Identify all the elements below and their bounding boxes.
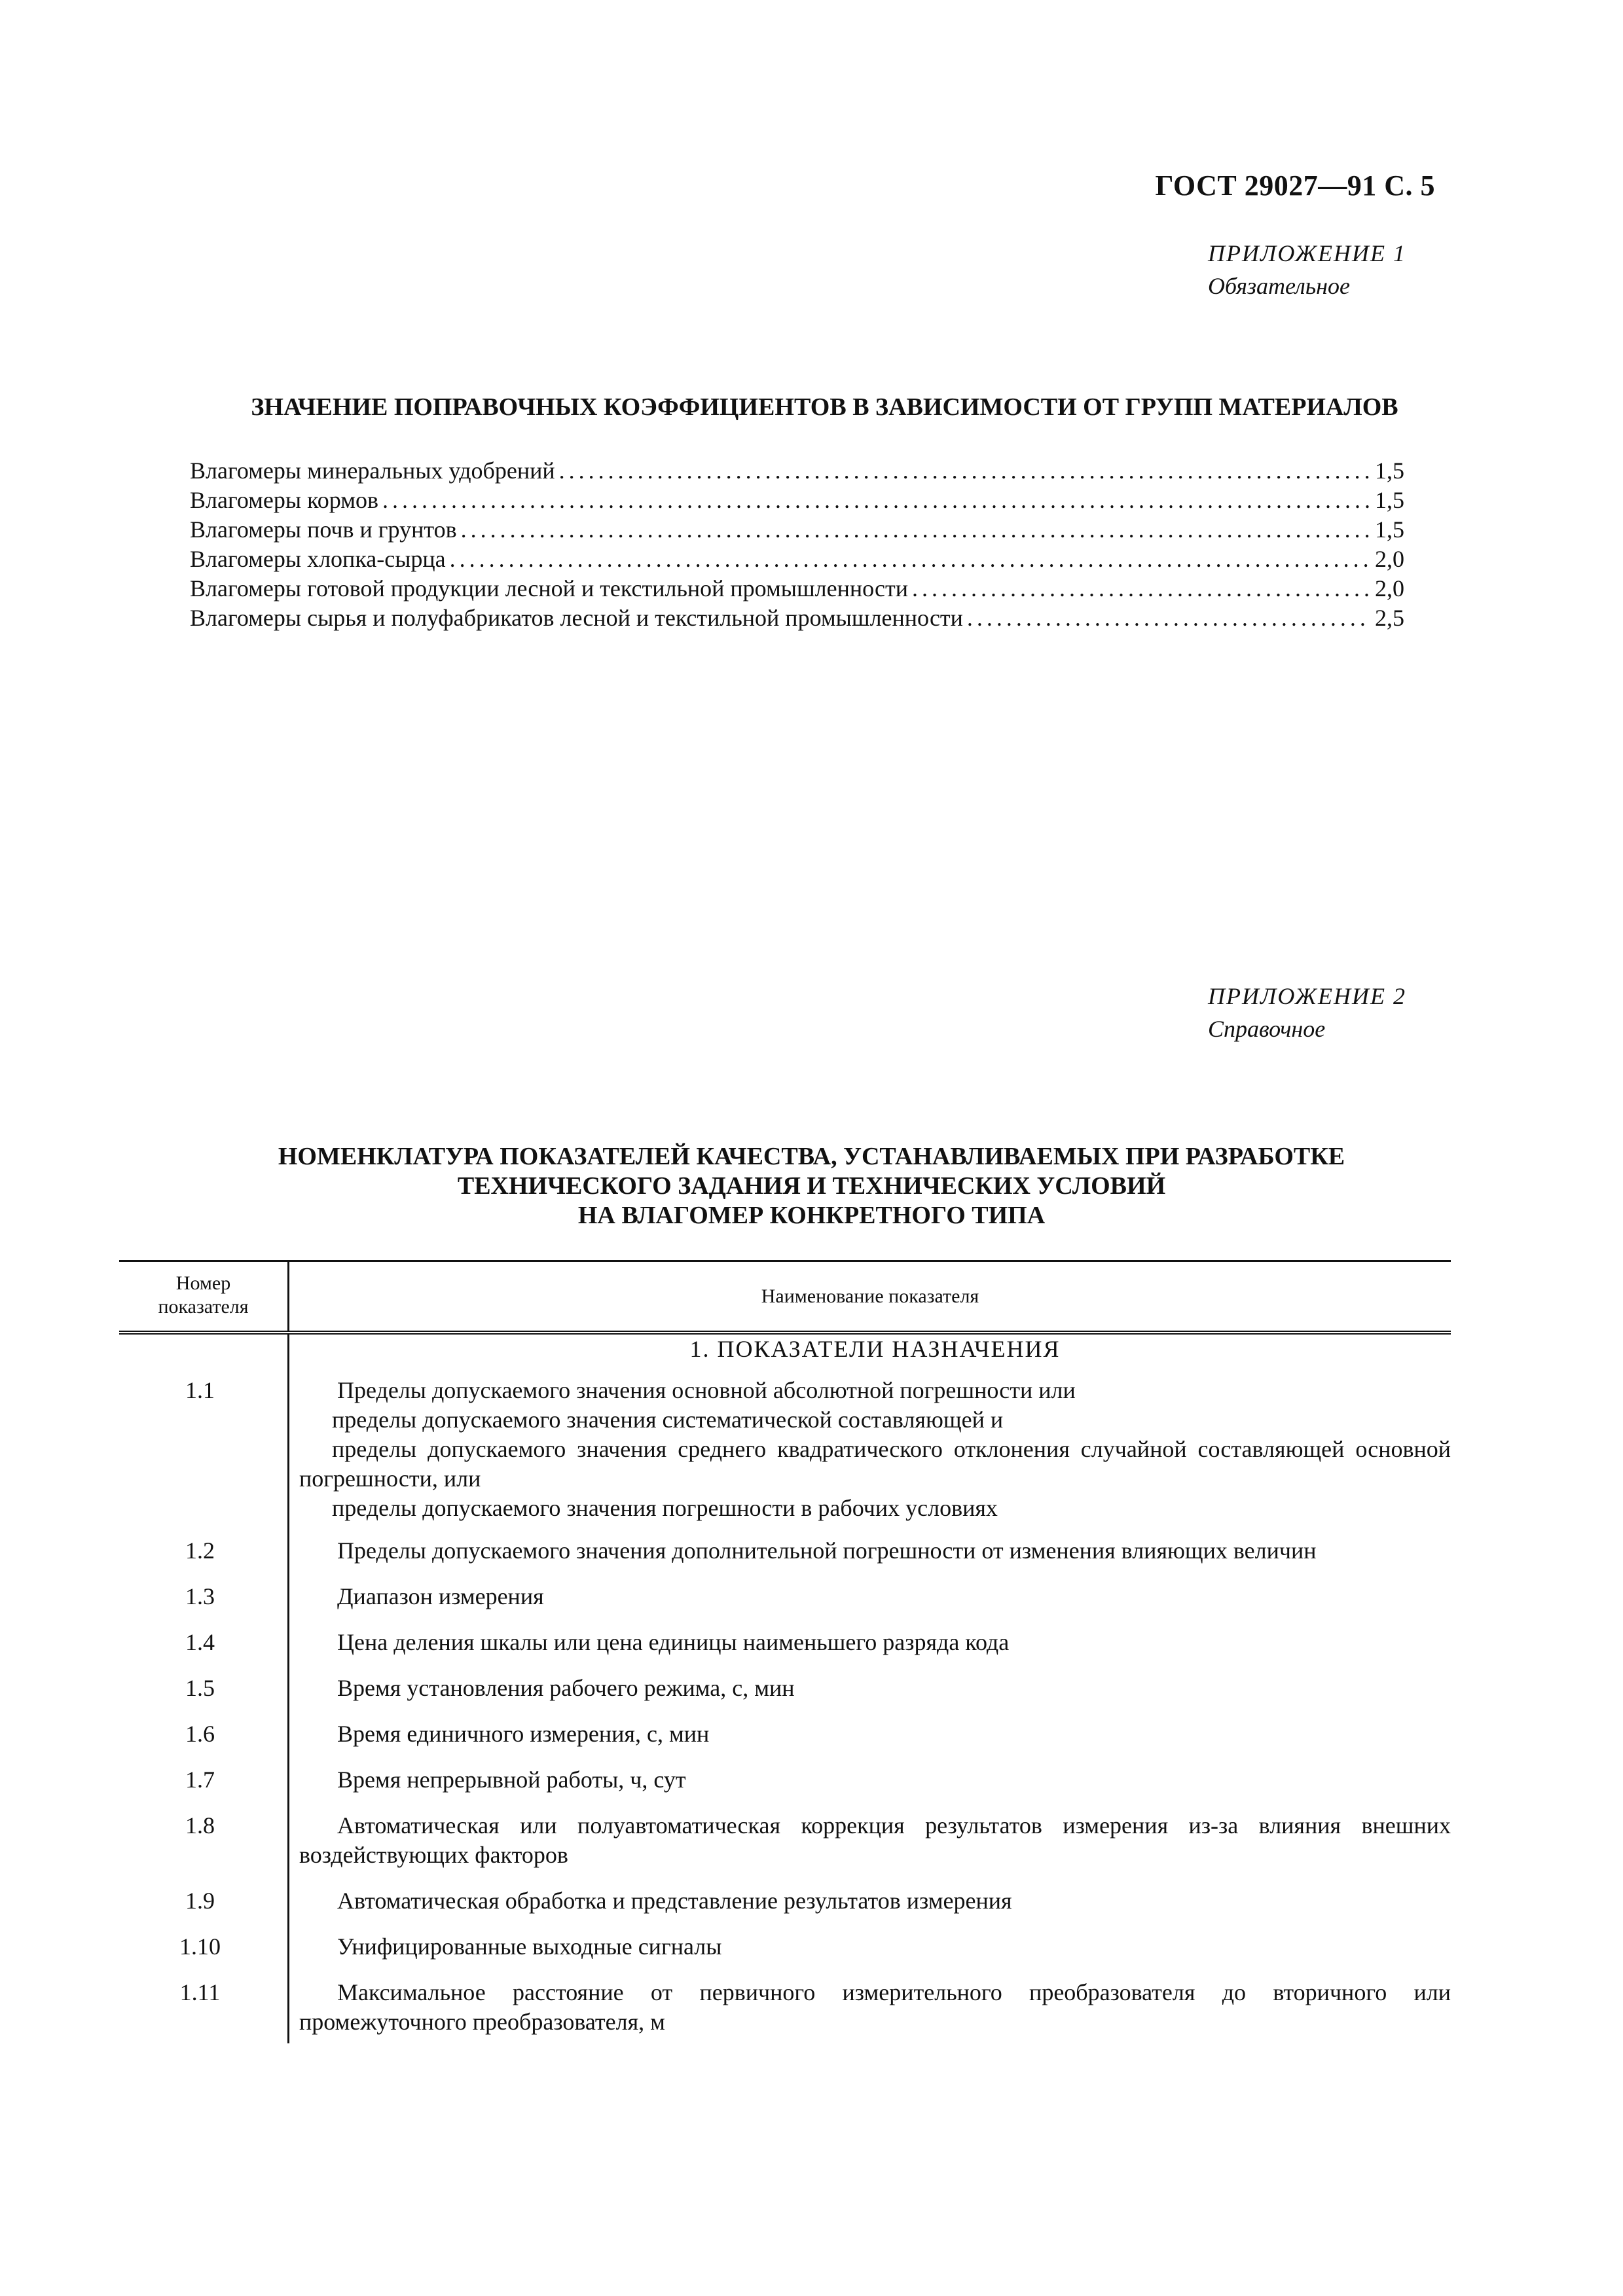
row-number: 1.6 <box>119 1719 289 1765</box>
table-row <box>119 1978 1451 2043</box>
annex-1-label <box>1208 237 1406 302</box>
row-number: 1.9 <box>119 1886 289 1932</box>
indicators-table <box>119 1260 1451 2043</box>
row-text-line: Диапазон измерения <box>337 1583 544 1609</box>
coefficient-value: 2,0 <box>1375 546 1404 572</box>
section-1-heading: ЗНАЧЕНИЕ ПОПРАВОЧНЫХ КОЭФФИЦИЕНТОВ В ЗАВИСИМОСТИ ОТ ГРУПП МАТЕРИАЛОВ <box>251 393 1398 421</box>
row-number: 1.1 <box>119 1376 289 1536</box>
table-row <box>119 1932 1451 1978</box>
row-text-line: Время непрерывной работы, ч, сут <box>337 1767 686 1793</box>
row-number: 1.7 <box>119 1765 289 1811</box>
section-2-heading <box>0 1142 1623 1230</box>
row-text <box>289 1765 1451 1811</box>
dot-leader <box>559 457 1371 484</box>
column-header-number <box>119 1262 289 1331</box>
coefficient-row <box>190 575 1404 604</box>
row-text-line: Пределы допускаемого значения дополнительной погрешности от изменения влияющих величин <box>337 1537 1317 1564</box>
row-text-line: пределы допускаемого значения систематической составляющей и <box>332 1407 1004 1433</box>
dot-leader <box>450 545 1371 573</box>
row-text-line: Пределы допускаемого значения основной абсолютной погрешности или <box>337 1377 1076 1403</box>
table-row <box>119 1536 1451 1582</box>
table-row <box>119 1628 1451 1674</box>
row-text-line: Автоматическая или полуавтоматическая коррекция результатов измерения из-за влияния внешних воздействующих факторов <box>299 1812 1451 1868</box>
row-text <box>289 1582 1451 1628</box>
table-row <box>119 1582 1451 1628</box>
coefficient-name: Влагомеры сырья и полуфабрикатов лесной и текстильной промышленности <box>190 605 963 631</box>
coefficient-value: 1,5 <box>1375 516 1404 543</box>
table-row <box>119 1376 1451 1536</box>
coefficient-value: 2,0 <box>1375 575 1404 601</box>
column-header-line: показателя <box>158 1296 249 1318</box>
row-number: 1.4 <box>119 1628 289 1674</box>
row-number: 1.2 <box>119 1536 289 1582</box>
coefficient-name: Влагомеры минеральных удобрений <box>190 457 555 484</box>
row-text <box>289 1628 1451 1674</box>
coefficient-value: 2,5 <box>1375 605 1404 631</box>
table-row <box>119 1674 1451 1719</box>
row-text-line: Унифицированные выходные сигналы <box>337 1933 722 1960</box>
row-number: 1.5 <box>119 1674 289 1719</box>
coefficient-value: 1,5 <box>1375 457 1404 484</box>
row-number: 1.8 <box>119 1811 289 1886</box>
row-text-line: пределы допускаемого значения среднего квадратического отклонения случайной составляющей основной погрешности, или <box>299 1436 1451 1492</box>
dot-leader <box>461 516 1371 543</box>
coefficient-row <box>190 604 1404 634</box>
row-text-line: Время единичного измерения, с, мин <box>337 1721 710 1747</box>
group-title: 1. ПОКАЗАТЕЛИ НАЗНАЧЕНИЯ <box>689 1336 1061 1362</box>
table-row <box>119 1719 1451 1765</box>
column-header-name: Наименование показателя <box>761 1285 979 1307</box>
heading-line: НОМЕНКЛАТУРА ПОКАЗАТЕЛЕЙ КАЧЕСТВА, УСТАНАВЛИВАЕМЫХ ПРИ РАЗРАБОТКЕ <box>278 1143 1345 1170</box>
table-row <box>119 1811 1451 1886</box>
heading-line: ТЕХНИЧЕСКОГО ЗАДАНИЯ И ТЕХНИЧЕСКИХ УСЛОВИЙ <box>457 1172 1166 1200</box>
table-row <box>119 1765 1451 1811</box>
row-text-line: Максимальное расстояние от первичного измерительного преобразователя до вторичного или промежуточного преобразователя, м <box>299 1979 1451 2035</box>
table-body <box>119 1335 1451 2043</box>
coefficient-name: Влагомеры хлопка-сырца <box>190 546 446 572</box>
coefficient-name: Влагомеры почв и грунтов <box>190 516 457 543</box>
row-text <box>289 1674 1451 1719</box>
coefficient-list <box>190 457 1404 634</box>
row-text <box>289 1811 1451 1886</box>
heading-line: НА ВЛАГОМЕР КОНКРЕТНОГО ТИПА <box>577 1202 1046 1229</box>
table-row <box>119 1886 1451 1932</box>
row-number: 1.3 <box>119 1582 289 1628</box>
row-text-line: Автоматическая обработка и представление результатов измерения <box>337 1888 1012 1914</box>
row-text <box>289 1719 1451 1765</box>
dot-leader <box>382 486 1371 514</box>
coefficient-row <box>190 457 1404 486</box>
coefficient-row <box>190 545 1404 575</box>
dot-leader <box>912 575 1371 602</box>
annex-1-title: ПРИЛОЖЕНИЕ 1 <box>1208 240 1406 266</box>
coefficient-name: Влагомеры готовой продукции лесной и текстильной промышленности <box>190 575 909 601</box>
row-text <box>289 1886 1451 1932</box>
dot-leader <box>967 604 1371 632</box>
row-number: 1.11 <box>119 1978 289 2043</box>
row-number: 1.10 <box>119 1932 289 1978</box>
coefficient-row <box>190 516 1404 545</box>
group-title-row <box>119 1335 1451 1376</box>
coefficient-row <box>190 486 1404 516</box>
row-text <box>289 1536 1451 1582</box>
annex-2-label <box>1208 980 1406 1045</box>
row-text <box>289 1978 1451 2043</box>
row-text-line: пределы допускаемого значения погрешности в рабочих условиях <box>332 1495 998 1521</box>
row-text <box>289 1932 1451 1978</box>
coefficient-value: 1,5 <box>1375 487 1404 513</box>
annex-1-status: Обязательное <box>1208 273 1350 299</box>
row-text <box>289 1376 1451 1536</box>
page-header: ГОСТ 29027—91 С. 5 <box>1155 170 1435 202</box>
annex-2-title: ПРИЛОЖЕНИЕ 2 <box>1208 983 1406 1009</box>
table-header <box>119 1262 1451 1335</box>
annex-2-status: Справочное <box>1208 1016 1326 1042</box>
row-text-line: Время установления рабочего режима, с, мин <box>337 1675 795 1701</box>
column-header-line: Номер <box>175 1272 231 1294</box>
coefficient-name: Влагомеры кормов <box>190 487 378 513</box>
row-text-line: Цена деления шкалы или цена единицы наименьшего разряда кода <box>337 1629 1010 1655</box>
